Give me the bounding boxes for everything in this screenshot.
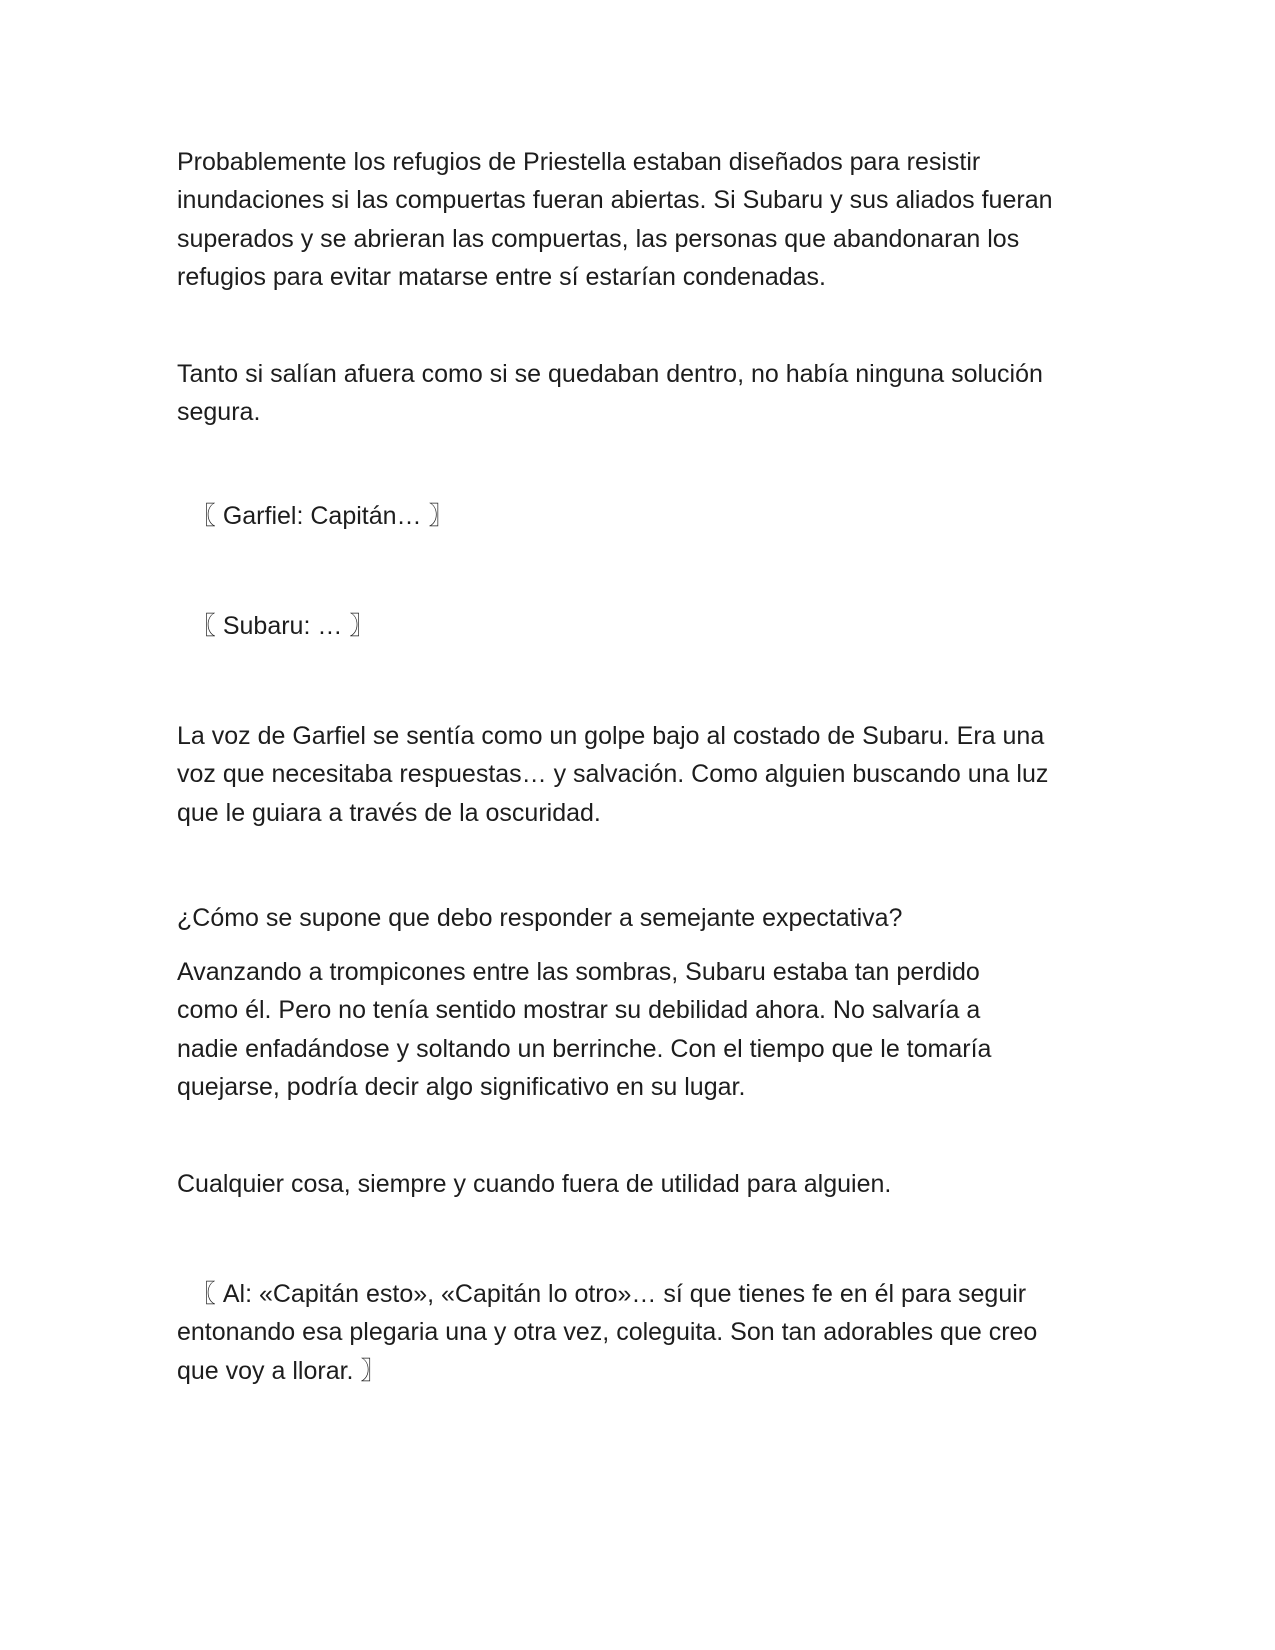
dialogue-al: 〖 Al: «Capitán esto», «Capitán lo otro»… sí que tienes fe en él para seguir entonando esa plegaria una y otra vez, coleguita. Son tan adorables que creo que voy a llorar. 〗 — [177, 1280, 1038, 1385]
paragraph-refugios: Probablemente los refugios de Priestella estaban diseñados para resistir inundaciones si las compuertas fueran abiertas. Si Subaru y sus aliados fueran superados y se abrieran las compuertas, las personas que abandonaran los refugios para evitar matarse entre sí estarían condenadas. — [177, 148, 1053, 291]
paragraph-tanto-si-salian: Tanto si salían afuera como si se quedaban dentro, no había ninguna solución segura. — [177, 360, 1043, 427]
paragraph-como-responder: ¿Cómo se supone que debo responder a semejante expectativa? — [177, 904, 903, 932]
paragraph-voz-de-garfiel: La voz de Garfiel se sentía como un golpe bajo al costado de Subaru. Era una voz que necesitaba respuestas… y salvación. Como alguien buscando una luz que le guiara a través de la oscuridad. — [177, 722, 1049, 827]
paragraph-cualquier-cosa: Cualquier cosa, siempre y cuando fuera de utilidad para alguien. — [177, 1170, 892, 1198]
dialogue-subaru: 〖 Subaru: … 〗 — [177, 612, 375, 640]
dialogue-garfiel: 〖 Garfiel: Capitán… 〗 — [177, 502, 454, 530]
paragraph-avanzando: Avanzando a trompicones entre las sombras, Subaru estaba tan perdido como él. Pero no tenía sentido mostrar su debilidad ahora. No salvaría a nadie enfadándose y soltando un berrinche. Con el tiempo que le tomaría quejarse, podría decir algo significativo en su lugar. — [177, 958, 992, 1101]
